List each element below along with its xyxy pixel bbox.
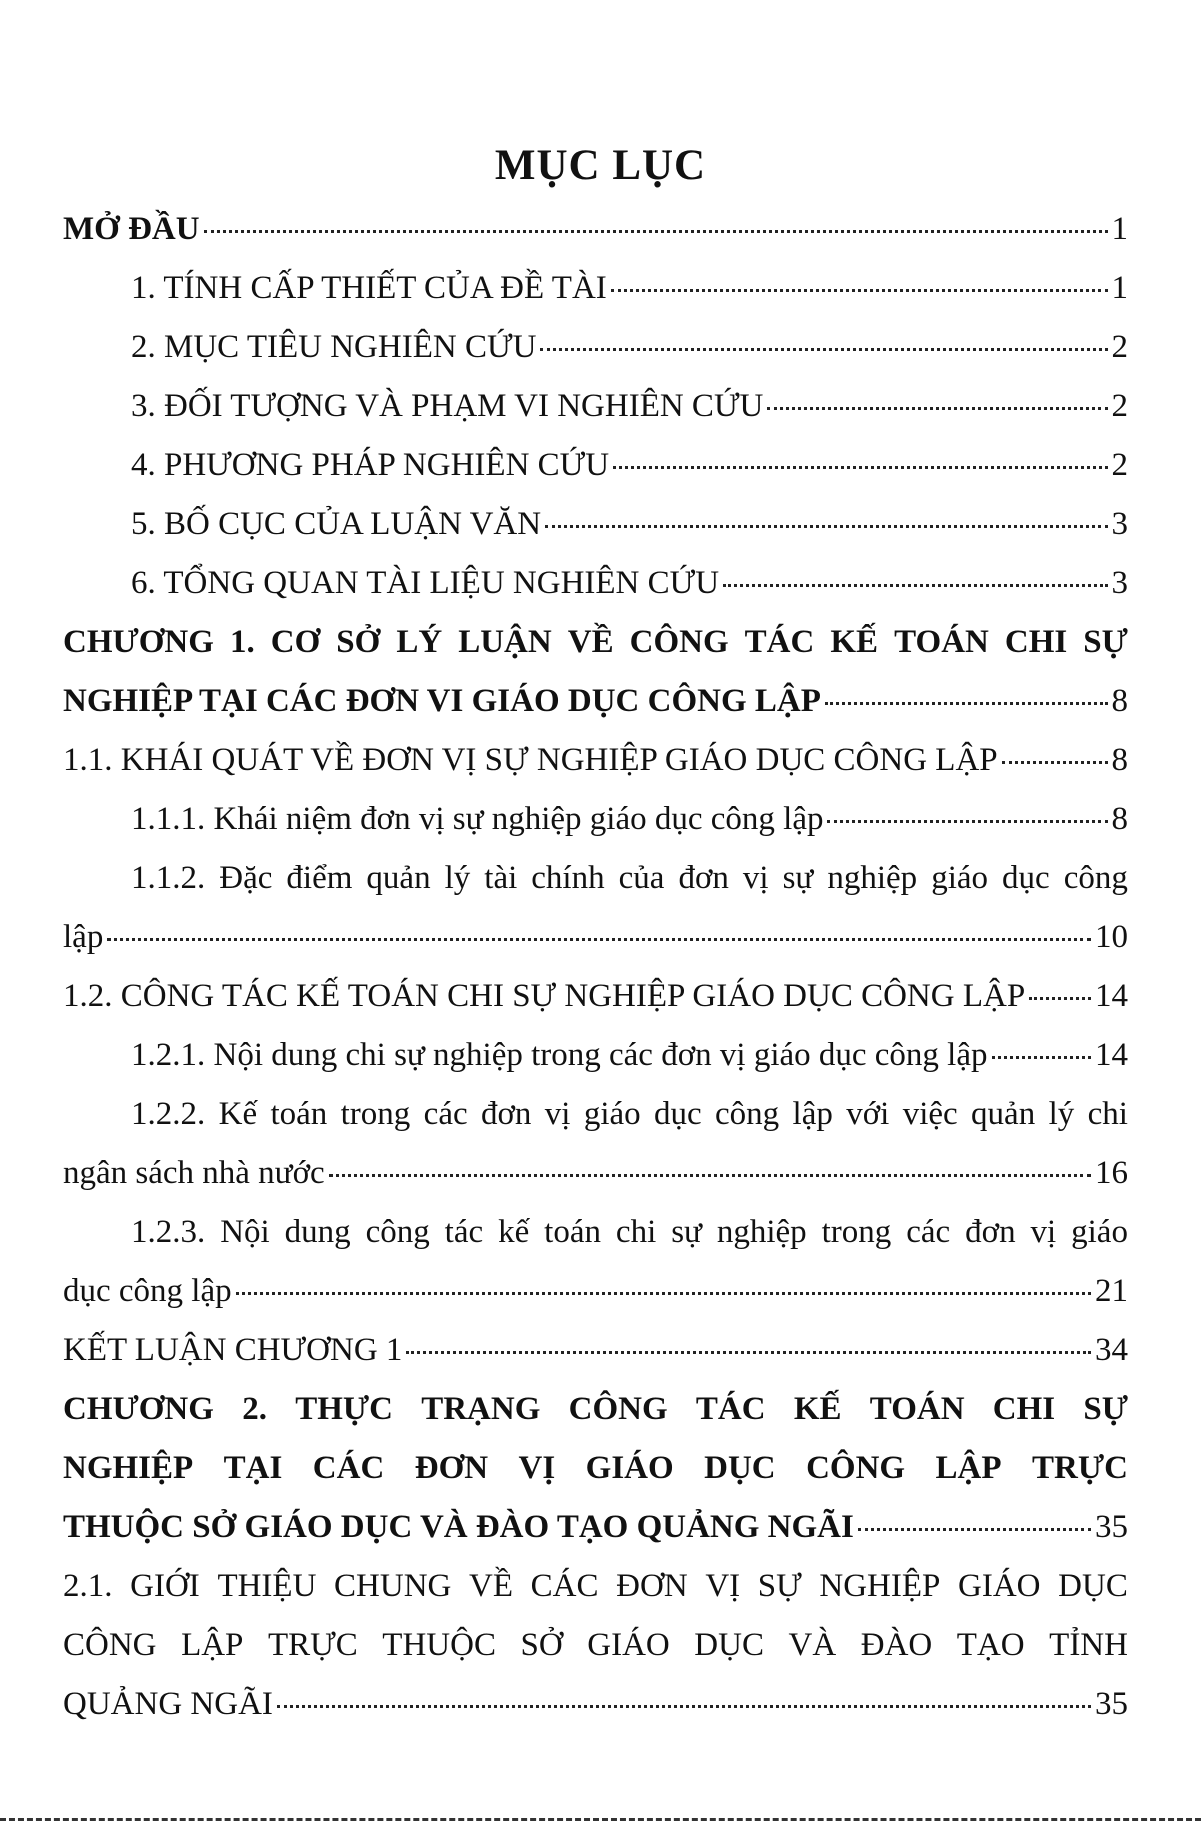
toc-entry-line [131, 259, 1128, 317]
toc-page-number: 3 [1111, 565, 1128, 601]
toc-entry-word: NGHIỆP [819, 1568, 941, 1604]
toc-leader-dots [827, 820, 1107, 823]
toc-entry-word: 1.1.2. [131, 860, 206, 896]
toc-entry-word: các [423, 1096, 468, 1132]
toc-page-number: 3 [1111, 506, 1128, 542]
toc-entry-line [63, 1262, 1128, 1320]
toc-entry-word: LẬP [181, 1627, 244, 1663]
toc-entry-word: ĐÀO [860, 1627, 933, 1663]
toc-entry-word: với [846, 1096, 890, 1132]
toc-entry-line [63, 908, 1128, 966]
toc-entry-word: THUỘC [382, 1627, 496, 1663]
toc-leader-dots [613, 466, 1107, 469]
toc-entry-word: ĐƠN [414, 1450, 489, 1486]
toc-entry-word: Kế [218, 1096, 258, 1132]
toc-leader-dots [329, 1174, 1091, 1177]
toc-entry-word: 1.2.3. [131, 1214, 206, 1250]
toc-entry-word: CÔNG [629, 624, 729, 660]
toc-entry-word: CƠ [270, 624, 321, 660]
toc-entry-word: Đặc [219, 860, 273, 896]
toc-entry-word: lý [444, 860, 471, 896]
toc-entry-word: CÔNG [568, 1391, 668, 1427]
toc-page-number: 14 [1095, 978, 1128, 1014]
toc-entry-line [63, 1498, 1128, 1556]
toc-entry-word: SỞ [336, 624, 381, 660]
toc-entry-word: chi [615, 1214, 657, 1250]
toc-leader-dots [406, 1351, 1091, 1354]
toc-entry-word: Nội [220, 1214, 270, 1250]
toc-entry-word: tác [444, 1214, 484, 1250]
toc-entry-text: 6. TỔNG QUAN TÀI LIỆU NGHIÊN CỨU [131, 565, 720, 601]
toc-entry-text: 2. MỤC TIÊU NGHIÊN CỨU [131, 329, 537, 365]
toc-entry-line [63, 1380, 1128, 1438]
toc-entry-text: 5. BỐ CỤC CỦA LUẬN VĂN [131, 506, 542, 542]
page-title: MỤC LỤC [494, 142, 707, 189]
toc-entry-word: tài [484, 860, 518, 896]
toc-entry-word: công [715, 1096, 780, 1132]
toc-entry-word: TRỰC [1032, 1450, 1128, 1486]
toc-page-number: 10 [1095, 919, 1128, 955]
toc-leader-dots [1002, 761, 1108, 764]
toc-entry-text: ngân sách nhà nước [63, 1155, 325, 1191]
toc-leader-dots [992, 1056, 1091, 1059]
toc-entry-word: ĐƠN [616, 1568, 688, 1604]
toc-entry-text: MỞ ĐẦU [63, 211, 200, 247]
toc-entry-line [131, 1026, 1128, 1084]
toc-entry-line [63, 1439, 1128, 1497]
toc-leader-dots [540, 348, 1107, 351]
toc-entry-word: quản [971, 1096, 1036, 1132]
toc-entry-word: công [365, 1214, 430, 1250]
toc-entry-line [131, 377, 1128, 435]
toc-entry-line [63, 613, 1128, 671]
toc-entry-line [63, 1675, 1128, 1733]
toc-entry-word: toán [544, 1214, 601, 1250]
toc-page-number: 8 [1111, 683, 1128, 719]
toc-entry-text: NGHIỆP TẠI CÁC ĐƠN VI GIÁO DỤC CÔNG LẬP [63, 683, 821, 719]
toc-entry-line [63, 672, 1128, 730]
toc-entry-word: GIÁO [587, 1627, 670, 1663]
toc-entry-word: toán [270, 1096, 328, 1132]
toc-leader-dots [204, 230, 1108, 233]
toc-entry-word: LẬP [935, 1450, 1002, 1486]
toc-entry-text: 4. PHƯƠNG PHÁP NGHIÊN CỨU [131, 447, 610, 483]
toc-entry-word: DỤC [704, 1450, 776, 1486]
toc-entry-word: các [906, 1214, 951, 1250]
toc-entry-word: GIỚI [130, 1568, 200, 1604]
toc-entry-word: CÔNG [63, 1627, 157, 1663]
toc-entry-text: KẾT LUẬN CHƯƠNG 1 [63, 1332, 403, 1368]
toc-entry-word: vị [1030, 1214, 1057, 1250]
toc-entry-text: 1.2.1. Nội dung chi sự nghiệp trong các đơn vị giáo dục công lập [131, 1037, 988, 1073]
toc-entry-word: CHI [992, 1391, 1056, 1427]
page-bottom-rule [0, 1818, 1201, 1821]
toc-entry-line [131, 554, 1128, 612]
toc-entry-text: QUẢNG NGÃI [63, 1686, 273, 1722]
toc-entry-word: LÝ [396, 624, 443, 660]
toc-entry-word: TÁC [695, 1391, 766, 1427]
toc-page-number: 21 [1095, 1273, 1128, 1309]
toc-entry-word: kế [498, 1214, 530, 1250]
toc-leader-dots [107, 938, 1091, 941]
toc-entry-word: THIỆU [217, 1568, 317, 1604]
toc-entry-word: CHƯƠNG [63, 1391, 214, 1427]
toc-entry-word: CHƯƠNG [63, 624, 214, 660]
toc-entry-line [63, 1616, 1128, 1674]
toc-entry-word: TRẠNG [421, 1391, 541, 1427]
toc-entry-word: 2. [242, 1391, 267, 1427]
toc-entry-word: lý [1048, 1096, 1075, 1132]
toc-entry-word: VỊ [705, 1568, 741, 1604]
toc-entry-line [131, 790, 1128, 848]
toc-page-number: 2 [1111, 447, 1128, 483]
toc-entry-line [63, 967, 1128, 1025]
toc-entry-word: LUẬN [458, 624, 552, 660]
toc-entry-word: SỞ [520, 1627, 563, 1663]
toc-entry-word: SỰ [1083, 1391, 1128, 1427]
toc-entry-word: TÁC [744, 624, 815, 660]
toc-entry-word: CÁC [530, 1568, 599, 1604]
toc-entry-word: GIÁO [585, 1450, 674, 1486]
toc-entry-word: CÁC [312, 1450, 385, 1486]
toc-entry-line [63, 1144, 1128, 1202]
toc-leader-dots [545, 525, 1107, 528]
toc-entry-word: lập [792, 1096, 833, 1132]
toc-entry-line [131, 1203, 1128, 1261]
toc-entry-text: 1. TÍNH CẤP THIẾT CỦA ĐỀ TÀI [131, 270, 607, 306]
toc-entry-word: vị [742, 860, 769, 896]
toc-entry-word: CHUNG [334, 1568, 452, 1604]
toc-entry-word: 1.2.2. [131, 1096, 206, 1132]
toc-entry-word: nghiệp [716, 1214, 807, 1250]
toc-entry-word: TRỰC [267, 1627, 358, 1663]
toc-entry-word: dục [654, 1096, 702, 1132]
toc-leader-dots [723, 584, 1107, 587]
toc-entry-word: VỊ [518, 1450, 556, 1486]
toc-entry-word: THỰC [295, 1391, 393, 1427]
toc-leader-dots [825, 702, 1108, 705]
toc-page-number: 8 [1111, 801, 1128, 837]
toc-page-number: 35 [1095, 1509, 1128, 1545]
toc-entry-word: của [618, 860, 665, 896]
toc-entry-word: TOÁN [869, 1391, 965, 1427]
toc-entry-word: đơn [480, 1096, 532, 1132]
toc-entry-line [63, 1321, 1128, 1379]
toc-entry-line [63, 1557, 1128, 1615]
toc-entry-line [131, 849, 1128, 907]
toc-entry-word: điểm [286, 860, 353, 896]
toc-entry-word: sự [671, 1214, 702, 1250]
toc-entry-text: 1.2. CÔNG TÁC KẾ TOÁN CHI SỰ NGHIỆP GIÁO DỤC CÔNG LẬP [63, 978, 1026, 1014]
toc-entry-word: GIÁO [958, 1568, 1041, 1604]
toc-entry-word: KẾ [830, 624, 879, 660]
toc-entry-word: TOÁN [894, 624, 989, 660]
toc-leader-dots [236, 1292, 1091, 1295]
toc-page-number: 2 [1111, 388, 1128, 424]
toc-entry-word: TẠI [223, 1450, 283, 1486]
toc-page-number: 2 [1111, 329, 1128, 365]
toc-entry-line [131, 436, 1128, 494]
toc-entry-word: sự [782, 860, 814, 896]
toc-entry-word: giáo [583, 1096, 641, 1132]
toc-entry-word: đơn [678, 860, 729, 896]
toc-entry-text: 1.1.1. Khái niệm đơn vị sự nghiệp giáo dục công lập [131, 801, 824, 837]
toc-entry-word: VỀ [469, 1568, 514, 1604]
toc-entry-word: việc [902, 1096, 958, 1132]
toc-page-number: 34 [1095, 1332, 1128, 1368]
toc-entry-word: giáo [1071, 1214, 1128, 1250]
toc-leader-dots [1029, 997, 1091, 1000]
toc-entry-line [63, 200, 1128, 258]
toc-entry-text: THUỘC SỞ GIÁO DỤC VÀ ĐÀO TẠO QUẢNG NGÃI [63, 1509, 854, 1545]
toc-entry-line [131, 495, 1128, 553]
toc-entry-line [63, 731, 1128, 789]
toc-entry-word: CÔNG [806, 1450, 906, 1486]
toc-entry-word: 1. [229, 624, 255, 660]
toc-page-number: 1 [1111, 211, 1128, 247]
toc-leader-dots [611, 289, 1108, 292]
toc-entry-word: quản [366, 860, 431, 896]
toc-entry-word: công [1063, 860, 1128, 896]
toc-entry-word: VỀ [567, 624, 614, 660]
toc-page-number: 16 [1095, 1155, 1128, 1191]
toc-entry-word: TỈNH [1049, 1627, 1128, 1663]
toc-leader-dots [858, 1528, 1091, 1531]
toc-entry-word: trong [821, 1214, 892, 1250]
toc-entry-word: SỰ [1083, 624, 1128, 660]
toc-entry-word: VÀ [788, 1627, 837, 1663]
toc-page-number: 14 [1095, 1037, 1128, 1073]
toc-entry-word: NGHIỆP [63, 1450, 194, 1486]
toc-entry-word: DỤC [694, 1627, 764, 1663]
toc-leader-dots [767, 407, 1107, 410]
toc-entry-line [131, 318, 1128, 376]
toc-entry-word: dung [284, 1214, 351, 1250]
toc-entry-text: 3. ĐỐI TƯỢNG VÀ PHẠM VI NGHIÊN CỨU [131, 388, 764, 424]
toc-entry-text: 1.1. KHÁI QUÁT VỀ ĐƠN VỊ SỰ NGHIỆP GIÁO DỤC CÔNG LẬP [63, 742, 998, 778]
toc-entry-word: đơn [965, 1214, 1016, 1250]
toc-entry-word: trong [340, 1096, 411, 1132]
toc-entry-text: dục công lập [63, 1273, 232, 1309]
toc-entry-word: SỰ [757, 1568, 802, 1604]
toc-entry-word: DỤC [1058, 1568, 1128, 1604]
toc-entry-word: KẾ [793, 1391, 842, 1427]
toc-entry-word: dục [1002, 860, 1050, 896]
toc-entry-word: chi [1087, 1096, 1128, 1132]
toc-entry-word: 2.1. [63, 1568, 113, 1604]
toc-entry-text: lập [63, 919, 104, 955]
toc-entry-word: CHI [1004, 624, 1068, 660]
toc-page-number: 1 [1111, 270, 1128, 306]
toc-entry-word: chính [531, 860, 605, 896]
toc-page-number: 35 [1095, 1686, 1128, 1722]
toc-entry-word: vị [544, 1096, 571, 1132]
toc-entry-word: giáo [931, 860, 989, 896]
toc-page-number: 8 [1111, 742, 1128, 778]
toc-leader-dots [277, 1705, 1091, 1708]
toc-entry-line [131, 1085, 1128, 1143]
toc-entry-word: nghiệp [827, 860, 918, 896]
toc-entry-word: TẠO [956, 1627, 1025, 1663]
